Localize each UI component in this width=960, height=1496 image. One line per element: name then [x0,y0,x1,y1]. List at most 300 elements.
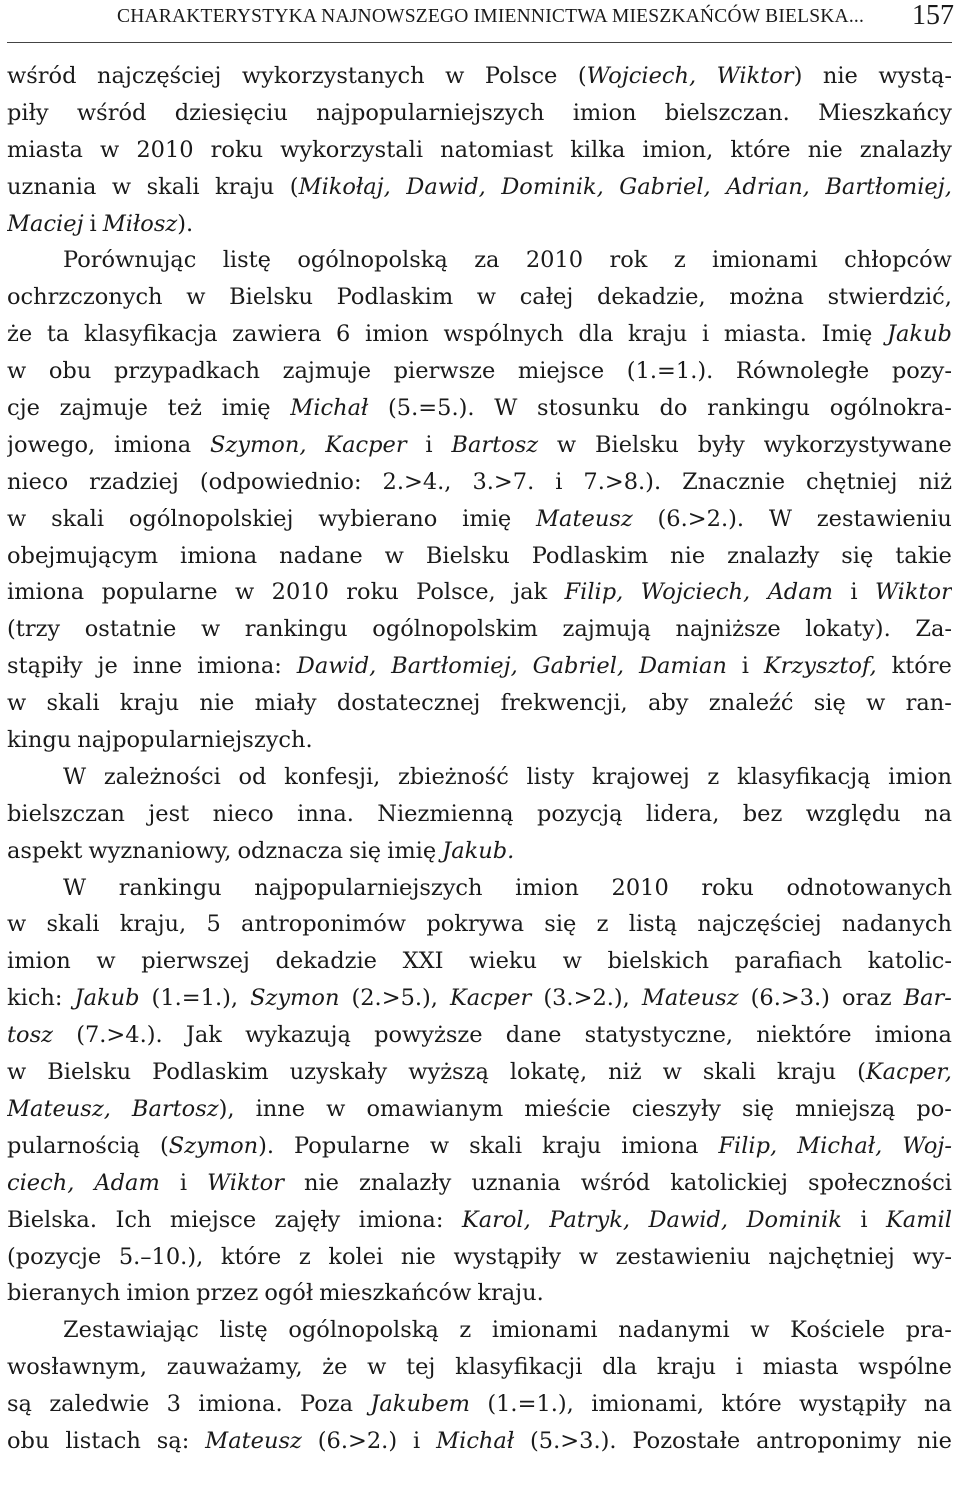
italic-name: Dawid, [406,173,486,200]
italic-name: Dawid, [648,1206,728,1233]
word: chłopców [844,247,952,274]
word: ogólnopolską [297,247,448,274]
word: zbieżność [397,763,509,790]
word: listę [222,247,271,274]
word: miejsce [169,1206,257,1233]
word: ostatnie [84,616,177,643]
word [902,1128,952,1165]
word: skali [46,690,100,717]
word [450,980,531,1017]
word: kraju [628,321,688,348]
word: aby [647,690,689,717]
word: Bielsku [47,1059,132,1086]
word: wykorzystywane [763,431,952,458]
word: kraju [656,1354,717,1381]
word [370,1386,470,1423]
text-line [7,464,952,501]
running-header [7,0,952,43]
text-line [7,943,952,980]
italic-name: Dominik [746,1206,842,1233]
word: względu [805,800,901,827]
word: w [562,948,582,975]
word: XXI [402,948,444,975]
word: W [63,874,87,901]
word: ran- [905,690,952,717]
text-line [7,1017,952,1054]
word: (2.>5.), [351,985,438,1012]
word: wystąpiły [453,1243,562,1270]
word: lokaty). [805,616,891,643]
word: imiona: [197,653,282,680]
word: w [7,505,27,532]
word: wosławnym, [7,1354,148,1381]
word: inne [132,653,183,680]
word: cje [7,395,40,422]
italic-name: Mateusz [205,1427,302,1454]
word: ta [46,321,70,348]
word [7,1165,74,1202]
word: w [111,173,132,200]
italic-name: Filip, [564,579,624,606]
word: wy- [912,1243,952,1270]
text-line [7,1054,952,1091]
word [325,427,406,464]
italic-name: Szymon [168,1132,259,1159]
word: wykorzystanych [241,63,425,89]
page-number: 157 [912,0,954,31]
italic-name: Mateusz, [7,1095,111,1122]
italic-name: Karol, [461,1206,531,1233]
word: dekadzie [275,948,377,975]
word: Popularne [294,1132,410,1159]
word: zajmują [562,616,651,643]
word: pierwsze [393,358,496,385]
word [391,648,518,685]
word: kich: [7,985,63,1012]
word: wspólne [858,1354,952,1381]
word: w [476,284,497,311]
word: mniejszą [795,1095,896,1122]
italic-name: Maciej [7,210,84,237]
word: nie [400,1243,436,1270]
word [619,169,710,206]
word: za [474,247,500,274]
word: pozycją [537,800,623,827]
word: zestawieniu [615,1243,751,1270]
italic-name: Kacper, [865,1059,952,1086]
word: imion [572,99,637,126]
word: imion [365,321,429,348]
word: Podlaskim [152,1059,269,1086]
word: (5.>3.). [530,1427,617,1454]
italic-name: Wojciech, [586,63,697,89]
word: lidera, [645,800,720,827]
word [297,648,376,685]
italic-name: Mateusz [536,505,633,532]
word: wystąpiły [799,1391,907,1418]
word: zajęły [274,1206,341,1233]
text-line [7,759,952,796]
word: zestawieniu [816,505,952,532]
word: Polsce [484,63,558,89]
word: że [7,321,33,348]
word: niż [608,1059,642,1086]
word: zauważamy, [166,1354,303,1381]
word: Jak [185,1022,222,1049]
word: stąpiły [7,653,83,680]
word: rankingu [118,874,222,901]
word: 2010 [136,136,194,163]
word: Kościele [790,1317,886,1344]
word: się [349,837,382,864]
text-line [7,1312,952,1349]
word: imiona. [198,1391,283,1418]
word: bielszczan [7,800,125,827]
word: W [494,395,518,422]
word: które [721,1391,782,1418]
text-line [7,648,952,685]
word: jak [513,579,548,606]
word: listach [65,1427,141,1454]
word [565,574,624,611]
italic-name: Kacper [450,985,532,1012]
word: tej [406,1354,436,1381]
word: obejmującym [7,542,159,569]
word [205,1423,302,1460]
word: kilka [570,136,626,163]
italic-name: Gabriel, [532,653,625,680]
word: i [425,431,433,458]
word: w [326,1095,346,1122]
word: rankingu [244,616,348,643]
word: się [742,1095,775,1122]
italic-name: tosz [7,1022,53,1049]
word: niektóre [756,1022,852,1049]
word: (Szymon). [160,1128,274,1165]
word: (6.>2.). [657,505,745,532]
word: miasta [7,136,83,163]
word: krajowej [591,763,690,790]
word: ochrzczonych [7,284,163,311]
word: W [63,763,87,790]
word [501,169,604,206]
word [746,1202,841,1239]
italic-name: Krzysztof, [763,653,877,680]
text-line [7,169,952,206]
text-line [7,95,952,132]
word: inne [255,1095,306,1122]
italic-name: Michał, [797,1132,883,1159]
word: które [730,136,791,163]
word: konfesji, [284,763,381,790]
word: stosunku [537,395,640,422]
word: listą [628,911,678,938]
italic-name: Miłosz [102,210,178,237]
word: oraz [841,985,892,1012]
word: że [322,1354,348,1381]
word: nie [807,136,843,163]
word [768,574,833,611]
word [887,316,952,353]
word: wspólnych [443,321,564,348]
word: w [234,579,255,606]
text-line [7,1386,952,1423]
word: ogólnopolskim [372,616,538,643]
text-line [7,1239,952,1276]
word: (3.>2.), [543,985,630,1012]
word: imię [387,837,437,864]
word: były [697,431,745,458]
text-line [7,1275,952,1312]
word: kraju, [119,911,187,938]
word: w [7,911,27,938]
word [886,1202,952,1239]
word: Niezmienną [377,800,514,827]
word: 2010 [271,579,329,606]
word: zależności [103,763,221,790]
word [406,169,485,206]
word [904,980,952,1017]
word [7,206,84,243]
word: (odpowiednio: [199,468,362,495]
word: miasta. [723,321,807,348]
word: skali [469,1132,523,1159]
word: lokatę, [509,1059,588,1086]
word: cieszyły [631,1095,721,1122]
word: Ich [115,1206,152,1233]
word: znalazły [359,1169,452,1196]
italic-name: Jakub. [442,837,515,864]
word: dane [505,1022,562,1049]
word: dla [602,1354,638,1381]
word: mieszkańców [319,1280,472,1307]
word: też [167,395,202,422]
italic-name: Bartłomiej, [391,653,518,680]
text-line [7,1128,952,1165]
word: i [413,1427,421,1454]
word: dekadzie, [596,284,706,311]
word: w [662,1059,682,1086]
word: Równoległe [735,358,870,385]
word: miejsce [517,358,605,385]
running-header-title: CHARAKTERYSTYKA NAJNOWSZEGO IMIENNICTWA MIESZKAŃCÓW BIELSKA... [117,6,865,27]
word: z [707,763,720,790]
word: nadanymi [618,1317,730,1344]
word: i [89,210,97,237]
word: dla [578,321,614,348]
word: imion [126,1280,191,1307]
word: klasyfikacją [736,763,871,790]
word: (Mikołaj, [290,169,391,206]
word: statystyczne, [584,1022,734,1049]
word: znalazły [727,542,820,569]
word: imionami [712,247,818,274]
word: (6.>2.) [317,1427,398,1454]
word: najchętniej [768,1243,895,1270]
italic-name: Kacper [325,431,407,458]
word: w [866,690,886,717]
italic-name: Bartosz [451,431,539,458]
word: Wiktor) [717,58,803,95]
text-line [7,427,952,464]
word: dziesięciu [174,99,288,126]
word: ogólnopolskiej [128,505,294,532]
text-line [7,574,952,611]
word: Podlaskim [336,284,454,311]
word: kraju [215,173,275,200]
text-line [7,538,952,575]
word [764,648,877,685]
word: na [924,800,952,827]
word: uznania [471,1169,561,1196]
word: skali [146,173,200,200]
italic-name: Mateusz [641,985,739,1012]
word: imionami, [591,1391,705,1418]
italic-name: Jakub [74,985,140,1012]
word: (trzy [7,616,61,643]
word: na [923,1391,952,1418]
word: i [741,653,749,680]
word: (pozycje [7,1243,102,1270]
word [536,501,633,538]
word [290,390,368,427]
word: Za- [915,616,952,643]
word: bielszczan. [664,99,790,126]
word: nieco [212,800,274,827]
word: pozy- [891,358,952,385]
word: antroponimy [756,1427,902,1454]
word [639,648,727,685]
word: Imię [821,321,873,348]
italic-name: Adrian, [726,173,810,200]
word: (1.=1.), [487,1391,574,1418]
italic-name: Szymon, [209,431,307,458]
word: piły [7,99,49,126]
word: się [544,911,577,938]
word: niż [918,468,952,495]
word: w [750,1317,770,1344]
word: znalazły [859,136,952,163]
word: rzadziej [89,468,179,495]
word: pierwszej [141,948,250,975]
text-line [7,870,952,907]
word [641,574,750,611]
word: Bielsku [229,284,314,311]
word: nie [304,1169,340,1196]
italic-name: Adam [94,1169,160,1196]
text-line [7,58,952,95]
word: Bielsku [594,431,679,458]
word: po- [916,1095,952,1122]
italic-name: Michał [436,1427,515,1454]
word: wyznaniowy, [88,837,232,864]
word: Bielsku [425,542,510,569]
word: (7.>4.). [76,1022,163,1049]
word [442,833,514,870]
word: klasyfikacji [455,1354,583,1381]
text-line [7,242,952,279]
italic-name: Filip, [718,1132,778,1159]
text-line [7,833,952,870]
word: Poza [299,1391,354,1418]
word: je [97,653,118,680]
word: Znacznie [682,468,786,495]
word: (5.=5.). [388,395,475,422]
word: imiona [180,542,258,569]
word: bieranych [7,1280,121,1307]
word: powyższe [374,1022,483,1049]
word: imiona [874,1022,952,1049]
word: 3.>7. [472,468,535,495]
word: 7.>8.). [583,468,662,495]
word: z [673,247,686,274]
text-line [7,1091,952,1128]
text-line [7,611,952,648]
word: dostatecznej [336,690,481,717]
word: od [238,763,267,790]
word: imię [462,505,512,532]
word: w [445,63,465,89]
text-line [7,353,952,390]
word: w [384,542,404,569]
word: wśród [580,1169,651,1196]
word: zajmuje [59,395,148,422]
italic-name: Szymon [250,985,340,1012]
word: Porównując [63,247,197,274]
word: Miłosz). [103,206,193,243]
word [210,427,307,464]
word [797,1128,882,1165]
word: (Kacper, [857,1054,952,1091]
word: kraju [119,690,180,717]
word: pularnością [7,1132,141,1159]
word: imiona [114,431,192,458]
word: które [220,1243,282,1270]
word: i [701,321,710,348]
word: imion [515,874,579,901]
word: imionami [491,1317,598,1344]
word: mieście [524,1095,611,1122]
text-line [7,132,952,169]
word: skali [51,505,105,532]
italic-name: Wiktor [207,1169,284,1196]
body-text [7,58,952,1460]
word: bez [742,800,783,827]
italic-name: Kamil [886,1206,952,1233]
italic-name: Gabriel, [619,173,711,200]
word: i [735,1354,743,1381]
word: i [555,468,563,495]
word: miasta [762,1354,839,1381]
word [718,1128,777,1165]
word: roku [346,579,399,606]
text-line [7,1202,952,1239]
italic-name: Dawid, [296,653,377,680]
word: skali [702,1059,756,1086]
word: skali [46,911,100,938]
word: takie [895,542,952,569]
word: pokrywa [426,911,525,938]
italic-name: ciech, [7,1169,75,1196]
word: uznania [7,173,97,200]
word: kraju [776,1059,837,1086]
word: się [813,690,846,717]
word: listy [526,763,575,790]
word: nieco [7,468,69,495]
text-line [7,501,952,538]
word: 2010 [611,874,669,901]
word: Zestawiając [63,1317,199,1344]
